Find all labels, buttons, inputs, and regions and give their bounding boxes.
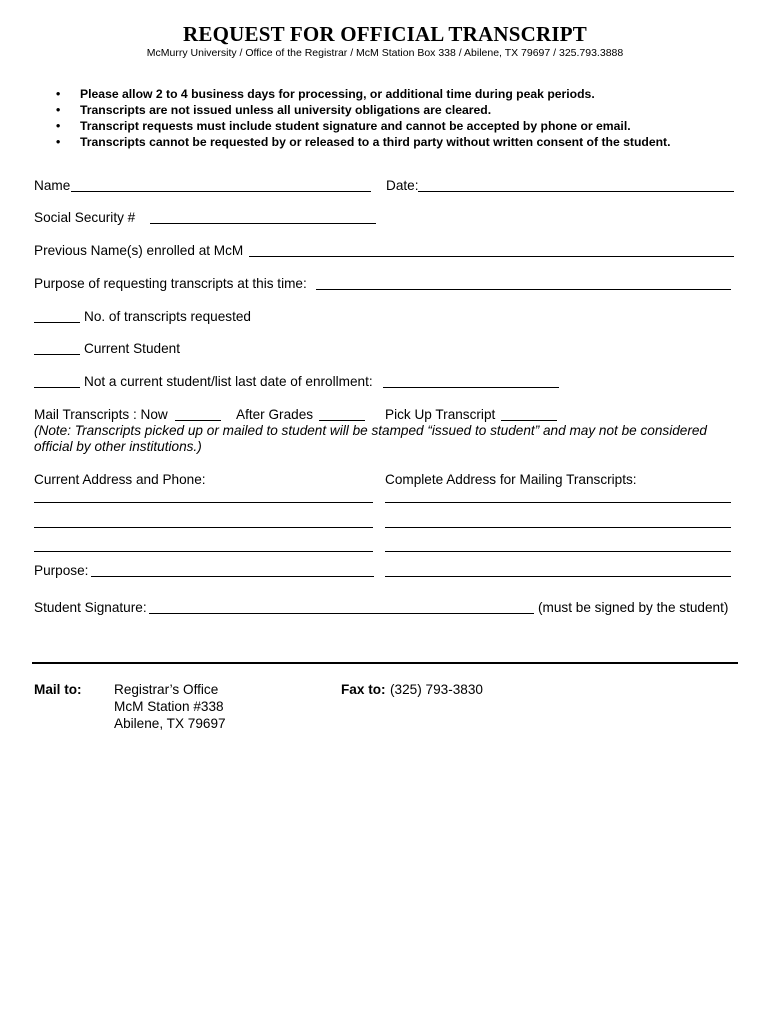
ssn-label: Social Security # — [34, 210, 136, 225]
signature-field[interactable] — [149, 613, 534, 614]
fax-number: (325) 793-3830 — [390, 682, 483, 697]
bullet-icon: • — [56, 87, 61, 101]
ssn-field[interactable] — [150, 223, 376, 224]
mailing-address-label: Complete Address for Mailing Transcripts: — [385, 472, 637, 487]
page-subtitle: McMurry University / Office of the Registrar / McM Station Box 338 / Abilene, TX 79697 / 325.793.3888 — [146, 47, 624, 59]
bullet-icon: • — [56, 119, 61, 133]
purpose-requesting-label: Purpose of requesting transcripts at this time: — [34, 276, 307, 291]
mail-line: Registrar’s Office — [114, 682, 219, 697]
note-item: • Transcripts cannot be requested by or released to a third party without written consent of the student. — [56, 135, 671, 149]
signature-label: Student Signature: — [34, 600, 147, 615]
not-current-check-field[interactable] — [34, 387, 80, 388]
fax-to-label: Fax to: — [341, 682, 386, 697]
mail-transcripts-label: Mail Transcripts : Now — [34, 407, 168, 422]
notes-list — [52, 86, 671, 150]
current-address-label: Current Address and Phone: — [34, 472, 206, 487]
current-student-field[interactable] — [34, 354, 80, 355]
page-title: REQUEST FOR OFFICIAL TRANSCRIPT — [183, 22, 587, 46]
previous-names-field[interactable] — [249, 256, 734, 257]
note-item: • Please allow 2 to 4 business days for processing, or additional time during peak periods. — [56, 87, 595, 101]
mail-to-label: Mail to: — [34, 682, 82, 697]
enrollment-date-field[interactable] — [383, 387, 559, 388]
purpose-field[interactable] — [91, 576, 374, 577]
name-label: Name — [34, 178, 71, 193]
mailing-address-line[interactable] — [385, 502, 731, 503]
bullet-icon: • — [56, 135, 61, 149]
mailing-address-line[interactable] — [385, 576, 731, 577]
section-divider — [32, 662, 738, 664]
bullet-icon: • — [56, 103, 61, 117]
pick-up-field[interactable] — [501, 420, 557, 421]
pick-up-label: Pick Up Transcript — [385, 407, 496, 422]
mail-line: McM Station #338 — [114, 699, 224, 714]
previous-names-label: Previous Name(s) enrolled at McM — [34, 243, 244, 258]
mail-now-field[interactable] — [175, 420, 221, 421]
mail-line: Abilene, TX 79697 — [114, 716, 226, 731]
num-transcripts-field[interactable] — [34, 322, 80, 323]
num-transcripts-label: No. of transcripts requested — [84, 309, 251, 324]
current-address-line[interactable] — [34, 551, 373, 552]
current-address-line[interactable] — [34, 527, 373, 528]
note-item: • Transcripts are not issued unless all university obligations are cleared. — [56, 103, 492, 117]
date-field[interactable] — [418, 191, 734, 192]
note-item: • Transcript requests must include student signature and cannot be accepted by phone or email. — [56, 119, 631, 133]
date-label: Date: — [386, 178, 419, 193]
mailing-address-line[interactable] — [385, 527, 731, 528]
not-current-label: Not a current student/list last date of enrollment: — [84, 374, 373, 389]
signature-note: (must be signed by the student) — [538, 600, 729, 615]
after-grades-field[interactable] — [319, 420, 365, 421]
purpose-requesting-field[interactable] — [316, 289, 731, 290]
mailing-address-line[interactable] — [385, 551, 731, 552]
name-field[interactable] — [71, 191, 371, 192]
after-grades-label: After Grades — [236, 407, 314, 422]
purpose-label: Purpose: — [34, 563, 89, 578]
current-student-label: Current Student — [84, 341, 180, 356]
issued-note: (Note: Transcripts picked up or mailed to student will be stamped “issued to student” and may not be considered official by other institutions.) — [34, 423, 707, 454]
current-address-line[interactable] — [34, 502, 373, 503]
